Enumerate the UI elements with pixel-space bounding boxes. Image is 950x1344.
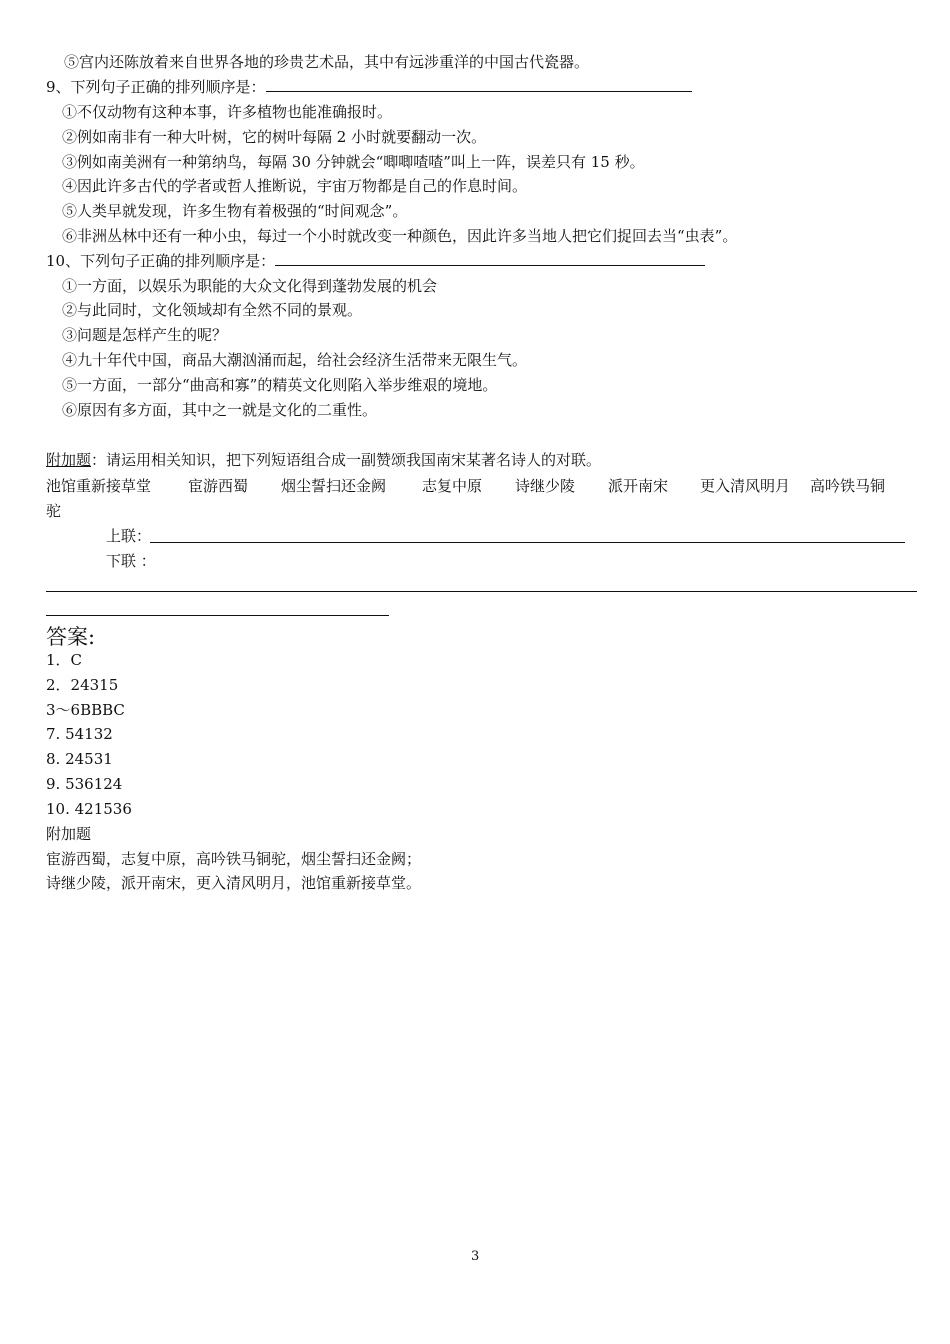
lower-couplet-blank-continued[interactable] xyxy=(46,615,389,616)
q9-item-1: ①不仅动物有这种本事，许多植物也能准确报时。 xyxy=(62,103,393,121)
bonus-phrase-8-wrap: 驼 xyxy=(46,502,62,520)
q9-answer-blank[interactable] xyxy=(266,77,692,92)
lower-couplet-blank[interactable] xyxy=(46,591,917,592)
q9-stem xyxy=(46,77,692,97)
answer-line-8: 附加题 xyxy=(46,825,92,843)
page-number: 3 xyxy=(471,1249,480,1264)
bonus-phrase-3: 烟尘誓扫还金阙 xyxy=(281,477,387,495)
q10-item-3: ③问题是怎样产生的呢？ xyxy=(62,326,228,344)
q9-item-4: ④因此许多古代的学者或哲人推断说，宇宙万物都是自己的作息时间。 xyxy=(62,177,528,195)
lower-couplet-label: 下联 ： xyxy=(106,552,156,570)
answer-line-7: 10. 421536 xyxy=(46,800,132,818)
bonus-phrase-4: 志复中原 xyxy=(422,477,483,495)
q8-item-5: ⑤宫内还陈放着来自世界各地的珍贵艺术品，其中有远涉重洋的中国古代瓷器。 xyxy=(64,53,590,71)
answer-line-5: 8. 24531 xyxy=(46,750,113,768)
upper-couplet-label: 上联： xyxy=(106,527,152,545)
q10-item-2: ②与此同时，文化领域却有全然不同的景观。 xyxy=(62,301,363,319)
answers-title: 答案: xyxy=(46,625,96,649)
answer-line-2: 2．24315 xyxy=(46,676,119,694)
q9-item-5: ⑤人类早就发现，许多生物有着极强的“时间观念”。 xyxy=(62,202,408,220)
bonus-phrase-5: 诗继少陵 xyxy=(515,477,576,495)
q9-item-3: ③例如南美洲有一种第纳鸟，每隔 30 分钟就会“唧唧喳喳”叫上一阵，误差只有 15 秒。 xyxy=(62,153,645,171)
bonus-phrase-6: 派开南宋 xyxy=(608,477,669,495)
q10-stem xyxy=(46,251,705,271)
answer-line-10: 诗继少陵，派开南宋，更入清风明月，池馆重新接草堂。 xyxy=(46,874,422,892)
answer-line-6: 9. 536124 xyxy=(46,775,123,793)
q10-item-5: ⑤一方面，一部分“曲高和寡”的精英文化则陷入举步维艰的境地。 xyxy=(62,376,498,394)
bonus-phrase-7: 更入清风明月 xyxy=(700,477,791,495)
q9-stem-text: 9、下列句子正确的排列顺序是： xyxy=(46,78,266,96)
bonus-phrase-8: 高吟铁马铜 xyxy=(810,477,886,495)
upper-couplet-blank[interactable] xyxy=(150,542,905,543)
q10-stem-text: 10、下列句子正确的排列顺序是： xyxy=(46,252,276,270)
answer-line-9: 宦游西蜀，志复中原，高吟铁马铜驼，烟尘誓扫还金阙； xyxy=(46,850,422,868)
q9-item-6: ⑥非洲丛林中还有一种小虫，每过一个小时就改变一种颜色，因此许多当地人把它们捉回去当“虫表”。 xyxy=(62,227,738,245)
q10-answer-blank[interactable] xyxy=(275,251,705,266)
bonus-phrase-2: 宦游西蜀 xyxy=(188,477,249,495)
bonus-instruction xyxy=(46,450,601,470)
bonus-phrase-1: 池馆重新接草堂 xyxy=(46,477,152,495)
q10-item-1: ①一方面，以娱乐为职能的大众文化得到蓬勃发展的机会 xyxy=(62,277,438,295)
q10-item-4: ④九十年代中国，商品大潮汹涌而起，给社会经济生活带来无限生气。 xyxy=(62,351,528,369)
q9-item-2: ②例如南非有一种大叶树，它的树叶每隔 2 小时就要翻动一次。 xyxy=(62,128,487,146)
q10-item-6: ⑥原因有多方面，其中之一就是文化的二重性。 xyxy=(62,401,378,419)
answer-line-4: 7. 54132 xyxy=(46,725,113,743)
answer-line-1: 1．C xyxy=(46,651,83,669)
bonus-label: 附加题 xyxy=(46,451,92,469)
bonus-instruction-text: ：请运用相关知识，把下列短语组合成一副赞颂我国南宋某著名诗人的对联。 xyxy=(91,451,602,469)
answer-line-3: 3～6BBBC xyxy=(46,701,125,719)
